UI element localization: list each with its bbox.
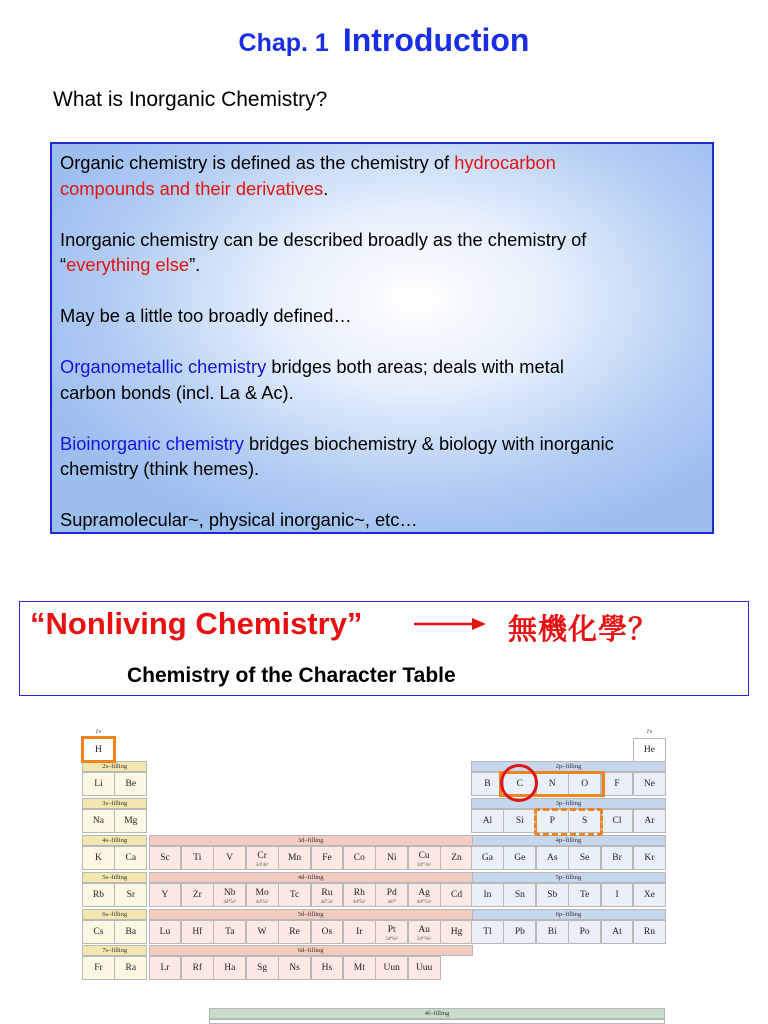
element-symbol: Sr	[126, 890, 136, 900]
element-ne	[633, 772, 666, 796]
element-symbol: Ca	[125, 853, 137, 863]
organic-end: .	[323, 177, 329, 199]
element-symbol: Cr	[257, 851, 267, 861]
element-si	[503, 809, 536, 833]
element-v	[213, 846, 246, 870]
element-al	[471, 809, 504, 833]
element-symbol: Mo	[255, 888, 269, 898]
organic-highlight-1: hydrocarbon	[454, 152, 556, 173]
filling-band-p3: 3p–filling	[471, 798, 666, 809]
element-w	[246, 920, 279, 944]
filling-band-d3: 3d–filling	[149, 835, 474, 846]
element-he	[633, 738, 666, 762]
element-symbol: Kr	[644, 853, 655, 863]
filling-band-d5: 5d–filling	[149, 909, 474, 920]
bioinorganic-text-2: chemistry (think hemes).	[60, 458, 260, 479]
element-symbol: C	[516, 779, 523, 789]
element-rh	[343, 883, 376, 907]
element-symbol: K	[95, 853, 102, 863]
element-be	[114, 772, 147, 796]
element-symbol: N	[548, 779, 556, 789]
element-sr	[114, 883, 147, 907]
element-uun	[375, 956, 408, 980]
element-pb	[503, 920, 536, 944]
element-symbol: Br	[612, 853, 622, 863]
element-symbol: F	[614, 779, 620, 789]
filling-band-d4: 4d–filling	[149, 872, 474, 883]
element-symbol: Ru	[321, 888, 333, 898]
right-arrow-icon	[412, 614, 488, 634]
filling-band-s6: 6s–filling	[82, 909, 147, 920]
element-symbol: Au	[418, 925, 430, 935]
element-ag	[408, 883, 441, 907]
element-symbol: Co	[353, 853, 365, 863]
element-symbol: Cs	[93, 927, 104, 937]
element-cd	[440, 883, 473, 907]
inorganic-close-quote: ”.	[189, 254, 201, 275]
element-co	[343, 846, 376, 870]
element-symbol: Se	[579, 853, 590, 863]
filling-band-s5: 5s–filling	[82, 872, 147, 883]
electron-config: 4d¹⁰	[387, 900, 396, 905]
element-symbol: Po	[579, 927, 590, 937]
element-symbol: He	[643, 745, 655, 755]
element-tl	[471, 920, 504, 944]
element-symbol: Pb	[514, 927, 525, 937]
element-ca	[114, 846, 147, 870]
organometallic-text-1: bridges both areas; deals with metal	[266, 356, 564, 377]
bioinorganic-text-1: bridges biochemistry & biology with inorganic	[243, 432, 614, 454]
definition-box	[50, 142, 714, 534]
electron-config: 4d⁵5s¹	[255, 900, 269, 905]
element-symbol: Re	[289, 927, 300, 937]
element-symbol: Sn	[514, 890, 525, 900]
element-symbol: Fr	[94, 963, 103, 973]
element-cr	[246, 846, 279, 870]
filling-band-p5: 5p–filling	[471, 872, 666, 883]
element-symbol: Fe	[322, 853, 332, 863]
filling-band-f4: 4f–filling	[209, 1008, 665, 1019]
organic-text: Organic chemistry is defined as the chemistry of	[60, 152, 455, 173]
element-ha	[213, 956, 246, 980]
element-sb	[536, 883, 569, 907]
element-ti	[181, 846, 214, 870]
element-hf	[181, 920, 214, 944]
element-symbol: Pt	[387, 925, 396, 935]
element-symbol: Be	[125, 779, 137, 789]
filling-band-d6: 6d–filling	[149, 945, 474, 956]
inorganic-text: Inorganic chemistry can be described broadly as the chemistry of	[60, 228, 587, 250]
inorganic-open-quote: “	[60, 254, 67, 275]
element-symbol: O	[581, 779, 589, 789]
element-symbol: Rn	[643, 927, 655, 937]
element-symbol: Zn	[451, 853, 462, 863]
filling-band-p2: 2p–filling	[471, 761, 666, 772]
header-1s-right: 1s	[646, 728, 653, 735]
element-mg	[114, 809, 147, 833]
element-re	[278, 920, 311, 944]
organometallic-term: Organometallic chemistry	[60, 356, 267, 377]
element-cl	[601, 809, 634, 833]
organometallic-note	[60, 354, 704, 405]
electron-config: 3d⁵4s¹	[255, 863, 269, 868]
element-in	[471, 883, 504, 907]
element-symbol: Ni	[386, 853, 397, 863]
element-symbol: Nb	[223, 888, 236, 898]
element-hg	[440, 920, 473, 944]
element-ta	[213, 920, 246, 944]
element-symbol: Rb	[92, 890, 104, 900]
element-li	[82, 772, 115, 796]
element-xe	[633, 883, 666, 907]
chapter-title: Introduction	[342, 22, 530, 58]
organometallic-text-2: carbon bonds (incl. La & Ac).	[60, 381, 294, 403]
element-y	[149, 883, 182, 907]
element-symbol: Li	[94, 779, 103, 789]
element-symbol: B	[484, 779, 491, 789]
element-hs	[311, 956, 344, 980]
element-rf	[181, 956, 214, 980]
element-symbol: Ge	[514, 853, 526, 863]
element-symbol: Te	[579, 890, 590, 900]
element-symbol: Ar	[644, 816, 655, 826]
element-symbol: Ha	[224, 963, 236, 973]
element-sg	[246, 956, 279, 980]
element-pt	[375, 920, 408, 944]
element-symbol: Ta	[225, 927, 235, 937]
element-symbol: Ag	[418, 888, 430, 898]
element-symbol: Cd	[450, 890, 463, 900]
page-title	[0, 22, 768, 59]
element-symbol: I	[615, 890, 619, 900]
filling-band-p6: 6p–filling	[471, 909, 666, 920]
element-symbol: S	[581, 816, 588, 826]
electron-config: 4d⁷5s¹	[320, 900, 334, 905]
element-at	[601, 920, 634, 944]
element-symbol: P	[549, 816, 555, 826]
element-uuu	[408, 956, 441, 980]
filling-band-s2: 2s–filling	[82, 761, 147, 772]
f-block-row	[209, 1019, 665, 1024]
element-symbol: Rh	[353, 888, 365, 898]
element-symbol: Si	[515, 816, 524, 826]
element-symbol: Os	[321, 927, 333, 937]
element-symbol: Y	[161, 890, 169, 900]
element-po	[568, 920, 601, 944]
element-symbol: H	[95, 745, 102, 755]
electron-config: 5d¹⁰6s¹	[416, 937, 432, 942]
element-ba	[114, 920, 147, 944]
header-1s-left: 1s	[95, 728, 102, 735]
electron-config: 5d⁹6s¹	[385, 937, 399, 942]
element-mo	[246, 883, 279, 907]
element-br	[601, 846, 634, 870]
element-fr	[82, 956, 115, 980]
element-tc	[278, 883, 311, 907]
element-rb	[82, 883, 115, 907]
element-symbol: At	[612, 927, 622, 937]
element-as	[536, 846, 569, 870]
element-ru	[311, 883, 344, 907]
element-ni	[375, 846, 408, 870]
inorganic-definition	[60, 227, 704, 278]
element-ge	[503, 846, 536, 870]
element-rn	[633, 920, 666, 944]
element-lr	[149, 956, 182, 980]
element-symbol: Hg	[450, 927, 463, 937]
element-i	[601, 883, 634, 907]
supramolecular-note: Supramolecular~, physical inorganic~, etc…	[60, 509, 418, 530]
element-symbol: Mt	[353, 963, 365, 973]
element-f	[601, 772, 634, 796]
element-ir	[343, 920, 376, 944]
ps-dashed-highlight	[534, 808, 603, 836]
element-symbol: In	[483, 890, 492, 900]
element-bi	[536, 920, 569, 944]
element-symbol: Xe	[643, 890, 655, 900]
element-symbol: Sb	[547, 890, 558, 900]
element-symbol: Lr	[160, 963, 170, 973]
filling-band-p4: 4p–filling	[471, 835, 666, 846]
broad-note: May be a little too broadly defined…	[60, 305, 352, 326]
element-symbol: Sg	[257, 963, 268, 973]
element-symbol: Al	[482, 816, 493, 826]
organic-definition	[60, 150, 704, 201]
element-symbol: Mn	[287, 853, 302, 863]
element-symbol: Tc	[289, 890, 300, 900]
element-ar	[633, 809, 666, 833]
element-lu	[149, 920, 182, 944]
element-symbol: Ga	[481, 853, 493, 863]
element-symbol: W	[257, 927, 267, 937]
electron-config: 4d⁴5s¹	[223, 900, 237, 905]
element-symbol: Ne	[643, 779, 655, 789]
filling-band-s3: 3s–filling	[82, 798, 147, 809]
chapter-label: Chap. 1	[238, 29, 329, 57]
element-symbol: Uun	[383, 963, 400, 973]
element-fe	[311, 846, 344, 870]
element-symbol: Pd	[386, 888, 397, 898]
element-symbol: Hs	[321, 963, 333, 973]
electron-config: 4d¹⁰5s¹	[416, 900, 432, 905]
filling-band-s7: 7s–filling	[82, 945, 147, 956]
filling-band-s4: 4s–filling	[82, 835, 147, 846]
element-zn	[440, 846, 473, 870]
question-heading: What is Inorganic Chemistry?	[53, 88, 328, 111]
element-symbol: V	[226, 853, 234, 863]
element-symbol: Ns	[289, 963, 300, 973]
element-symbol: As	[546, 853, 558, 863]
element-symbol: Cl	[612, 816, 622, 826]
element-symbol: Uuu	[415, 963, 433, 973]
element-cs	[82, 920, 115, 944]
element-k	[82, 846, 115, 870]
element-ns	[278, 956, 311, 980]
element-au	[408, 920, 441, 944]
element-symbol: Lu	[159, 927, 171, 937]
element-symbol: Mg	[124, 816, 138, 826]
element-ra	[114, 956, 147, 980]
element-symbol: Sc	[160, 853, 170, 863]
element-se	[568, 846, 601, 870]
element-zr	[181, 883, 214, 907]
element-sc	[149, 846, 182, 870]
element-kr	[633, 846, 666, 870]
element-symbol: Hf	[192, 927, 203, 937]
nonliving-subtitle: Chemistry of the Character Table	[127, 664, 456, 687]
element-cu	[408, 846, 441, 870]
bioinorganic-note	[60, 431, 704, 482]
element-symbol: Ir	[356, 927, 363, 937]
organic-highlight-2: compounds and their derivatives	[60, 177, 324, 199]
element-symbol: Cu	[418, 851, 430, 861]
element-na	[82, 809, 115, 833]
inorganic-highlight: everything else	[66, 254, 190, 275]
element-symbol: Na	[92, 816, 104, 826]
nonliving-title: “Nonliving Chemistry”	[30, 606, 363, 641]
element-ga	[471, 846, 504, 870]
nonliving-chinese: 無機化學？	[508, 614, 659, 646]
element-symbol: Tl	[483, 927, 492, 937]
element-te	[568, 883, 601, 907]
electron-config: 4d⁸5s¹	[352, 900, 366, 905]
element-symbol: Bi	[547, 927, 557, 937]
element-os	[311, 920, 344, 944]
element-symbol: Rf	[192, 963, 203, 973]
electron-config: 3d¹⁰4s¹	[416, 863, 432, 868]
element-mn	[278, 846, 311, 870]
element-symbol: Zr	[192, 890, 202, 900]
element-sn	[503, 883, 536, 907]
element-pd	[375, 883, 408, 907]
bioinorganic-term: Bioinorganic chemistry	[60, 432, 244, 454]
element-nb	[213, 883, 246, 907]
element-symbol: Ti	[193, 853, 202, 863]
element-symbol: Ba	[125, 927, 137, 937]
hydrogen-highlight	[81, 736, 116, 763]
element-mt	[343, 956, 376, 980]
element-symbol: Ra	[125, 963, 137, 973]
